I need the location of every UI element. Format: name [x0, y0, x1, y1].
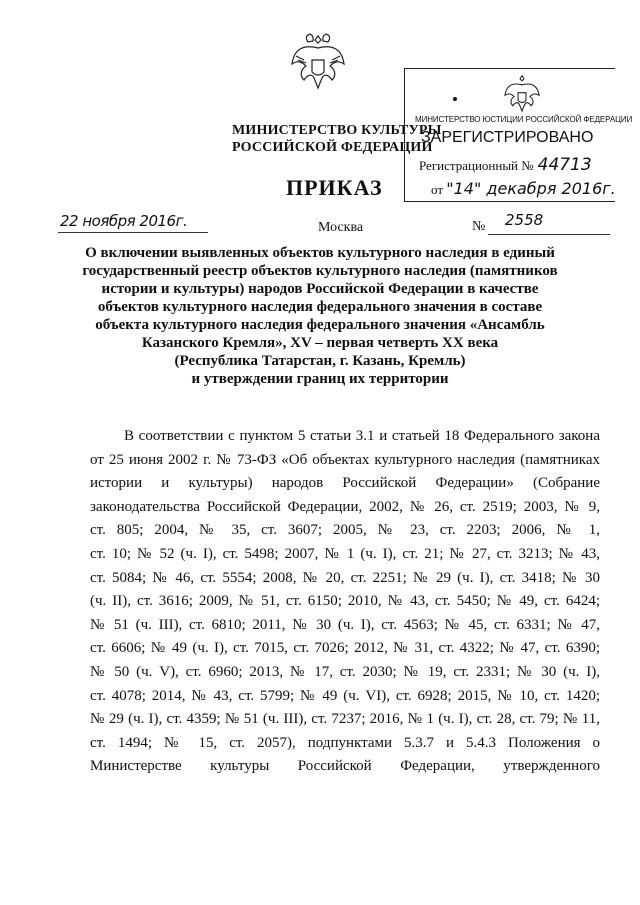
ministry-line-1: МИНИСТЕРСТВО КУЛЬТУРЫ — [232, 123, 442, 138]
number-underline — [488, 234, 610, 235]
order-title: ПРИКАЗ — [286, 175, 383, 200]
heading-line: (Республика Татарстан, г. Казань, Кремль) — [174, 353, 466, 369]
city: Москва — [318, 220, 364, 235]
stamp-date-value: "14" декабря 2016г. — [446, 179, 616, 198]
stamp-registered: ЗАРЕГИСТРИРОВАНО — [421, 129, 594, 146]
body-line: истории и культуры) народов Российской Федерации» (Собрание — [90, 475, 600, 492]
order-date: 22 ноября 2016г. — [60, 212, 188, 230]
heading-line: объектов культурного наследия федерального значения в составе — [97, 299, 543, 315]
heading-line: истории и культуры) народов Российской Федерации в качестве — [101, 281, 539, 297]
order-number-label: № — [472, 219, 486, 234]
stamp-ministry: МИНИСТЕРСТВО ЮСТИЦИИ РОССИЙСКОЙ ФЕДЕРАЦИИ — [415, 115, 633, 124]
stamp-dot — [453, 97, 457, 101]
heading-line: государственный реестр объектов культурного наследия (памятников — [82, 263, 558, 279]
stamp-reg-label: Регистрационный № — [419, 158, 534, 173]
body-line: № 50 (ч. V), ст. 6960; 2013, № 17, ст. 2030; № 19, ст. 2331; № 30 (ч. I), — [90, 663, 600, 680]
heading-line: объекта культурного наследия федерального значения «Ансамбль — [95, 317, 545, 333]
body-text — [90, 425, 600, 779]
body-line: ст. 10; № 52 (ч. I), ст. 5498; 2007, № 1 (ч. I), ст. 21; № 27, ст. 3213; № 43, — [90, 545, 600, 562]
body-line: законодательства Российской Федерации, 2002, № 26, ст. 2519; 2003, № 9, — [90, 498, 600, 515]
body-line: № 51 (ч. III), ст. 6810; 2011, № 30 (ч. I), ст. 4563; № 45, ст. 6331; № 47, — [90, 616, 600, 633]
stamp-reg-number: 44713 — [537, 155, 592, 175]
stamp-date-label: от — [431, 182, 444, 197]
order-number: 2558 — [505, 211, 544, 229]
ministry-line-2: РОССИЙСКОЙ ФЕДЕРАЦИИ — [232, 140, 433, 155]
body-line: (ч. II), ст. 3616; 2009, № 51, ст. 6150; 2010, № 43, ст. 5450; № 49, ст. 6424; — [90, 593, 600, 610]
body-line: № 29 (ч. I), ст. 4359; № 51 (ч. III), ст. 7237; 2016, № 1 (ч. I), ст. 28, ст. 79; № 11, — [90, 711, 600, 728]
stamp-registration-number — [419, 155, 592, 175]
body-line: от 25 июня 2002 г. № 73-ФЗ «Об объектах культурного наследия (памятниках — [90, 451, 600, 468]
stamp-date — [431, 179, 616, 198]
body-line: ст. 4078; 2014, № 43, ст. 5799; № 49 (ч. VI), ст. 6928; 2015, № 10, ст. 1420; — [90, 687, 600, 704]
heading-line: Казанского Кремля», XV – первая четверть XX века — [141, 335, 499, 351]
body-line: ст. 1494; № 15, ст. 2057), подпунктами 5.3.7 и 5.4.3 Положения о — [90, 734, 600, 751]
heading-line: и утверждении границ их территории — [191, 371, 449, 387]
ministry-name — [232, 122, 442, 156]
body-line: ст. 6606; № 49 (ч. I), ст. 7015, ст. 7026; 2012, № 31, ст. 4322; № 47, ст. 6390; — [90, 640, 600, 657]
heading-line: О включении выявленных объектов культурного наследия в единый — [85, 245, 555, 261]
body-line: ст. 805; 2004, № 35, ст. 3607; 2005, № 23, ст. 2203; 2006, № 1, — [90, 522, 600, 539]
stamp-coat-of-arms-icon — [501, 73, 543, 115]
order-heading — [80, 244, 560, 388]
body-line: ст. 5084; № 46, ст. 5554; 2008, № 20, ст. 2251; № 29 (ч. I), ст. 3418; № 30 — [90, 569, 600, 586]
date-underline — [58, 232, 208, 233]
body-line: В соответствии с пунктом 5 статьи 3.1 и статьей 18 Федерального закона — [124, 428, 600, 444]
coat-of-arms-icon — [288, 30, 348, 94]
registration-stamp — [404, 68, 633, 202]
body-line: Министерстве культуры Российской Федерации, утвержденного — [90, 758, 600, 775]
